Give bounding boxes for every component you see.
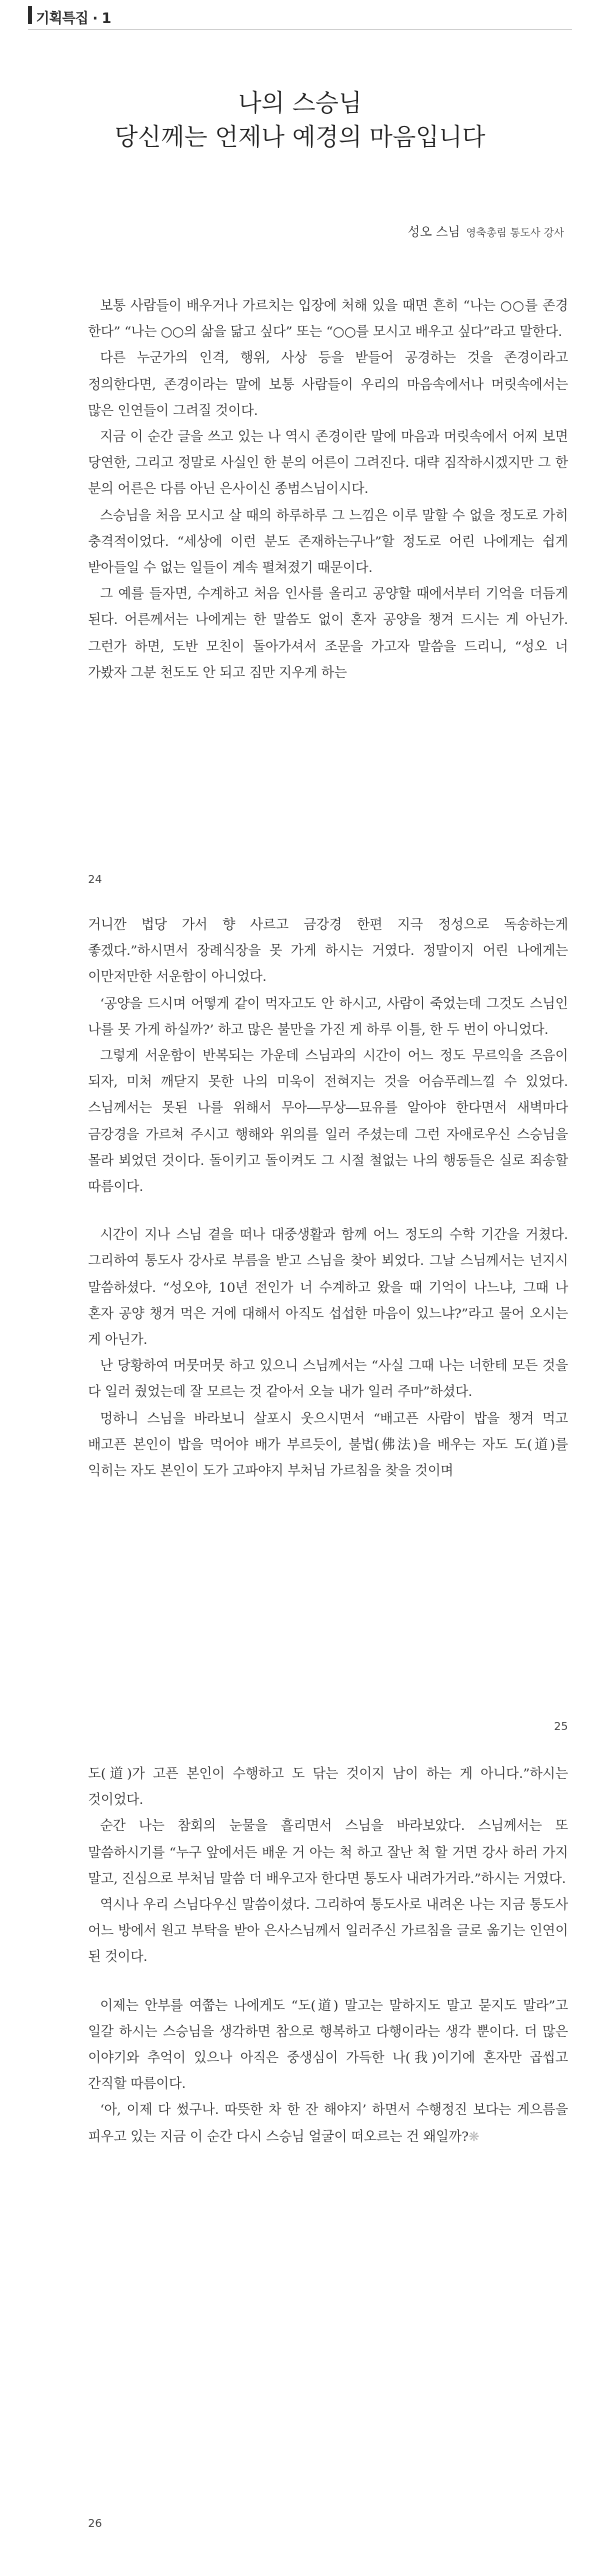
paragraph: 도(道)가 고픈 본인이 수행하고 도 닦는 것이지 남이 하는 게 아니다.”하시는 것이었다. bbox=[88, 1767, 568, 1809]
paragraph bbox=[88, 2098, 568, 2150]
page-number: 24 bbox=[88, 873, 102, 886]
paragraph: 보통 사람들이 배우거나 가르치는 입장에 처해 있을 때면 흔히 “나는 ○○를 존경 한다” “나는 ○○의 삶을 닮고 싶다” 또는 “○○를 모시고 배우고 싶다”라고 말한다. bbox=[88, 299, 568, 341]
paragraph: 시간이 지나 스님 곁을 떠나 대중생활과 함께 어느 정도의 수학 기간을 거쳤다. 그리하여 통도사 강사로 부름을 받고 스님을 찾아 뵈었다. 그날 스님께서는 넌지시 말씀하셨다. “성오야, 10년 전인가 너 수계하고 왔을 때 기억이 나느냐, 그때 나 혼자 공양 챙겨 먹은 거에 대해서 아직도 섭섭한 마음이 있느냐?”라고 물어 오시는 게 아닌가. bbox=[88, 1228, 568, 1349]
page-3-body bbox=[88, 1762, 568, 2151]
end-mark-icon: ❋ bbox=[468, 2129, 480, 2145]
page-1-body bbox=[88, 294, 568, 687]
paragraph: 거니깐 법당 가서 향 사르고 금강경 한편 지극 정성으로 독송하는게 좋겠다.”하시면서 장례식장을 못 가게 하시는 거였다. 정말이지 어린 나에게는 이만저만한 서운함이 아니었다. bbox=[88, 918, 568, 986]
title-line-2: 당신께는 언제나 예경의 마음입니다 bbox=[114, 123, 486, 151]
paragraph: 역시나 우리 스님다우신 말씀이셨다. 그리하여 통도사로 내려온 나는 지금 통도사 어느 방에서 원고 부탁을 받아 은사스님께서 일러주신 가르침을 글로 옮기는 인연이 된 것이다. bbox=[88, 1898, 568, 1966]
paragraph: 순간 나는 참회의 눈물을 흘리면서 스님을 바라보았다. 스님께서는 또 말씀하시기를 “누구 앞에서든 배운 거 아는 척 하고 잘난 척 할 거면 강사 하러 가지 말고, 진심으로 부처님 말씀 더 배우고자 한다면 통도사 내려가거라.”하시는 거였다. bbox=[88, 1819, 568, 1887]
author-affiliation: 영축총림 통도사 강사 bbox=[466, 227, 564, 239]
author-name: 성오 스님 bbox=[407, 224, 461, 239]
paragraph: 다른 누군가의 인격, 행위, 사상 등을 받들어 공경하는 것을 존경이라고 정의한다면, 존경이라는 말에 보통 사람들이 우리의 마음속에서나 머릿속에서는 많은 인연들이 그려질 것이다. bbox=[88, 351, 568, 419]
page-2-body bbox=[88, 913, 568, 1485]
article-title bbox=[0, 86, 600, 154]
paragraph: 그렇게 서운함이 반복되는 가운데 스님과의 시간이 어느 정도 무르익을 즈음이 되자, 미처 깨닫지 못한 나의 미욱이 전혀지는 것을 어슴푸레느낄 수 있었다. 스님께서는 못된 나를 위해서 무아―무상―묘유를 알아야 한다면서 새벽마다 금강경을 가르쳐 주시고 행해와 위의를 일러 주셨는데 그런 자애로우신 스승님을 몰라 뵈었던 것이다. 돌이키고 돌이켜도 그 시절 철없는 나의 행동들은 실로 죄송할 따름이다. bbox=[88, 1049, 568, 1196]
paragraph-gap bbox=[88, 1201, 568, 1223]
title-line-1: 나의 스승님 bbox=[238, 89, 362, 117]
paragraph: 이제는 안부를 여쭙는 나에게도 “도(道) 말고는 말하지도 말고 묻지도 말라”고 일갈 하시는 스승님을 생각하면 참으로 행복하고 다행이라는 생각 뿐이다. 더 많은 이야기와 추억이 있으나 아직은 중생심이 가득한 나(我)이기에 혼자만 곱씹고 간직할 따름이다. bbox=[88, 1998, 568, 2093]
page-number: 25 bbox=[554, 1720, 568, 1733]
paragraph: 난 당황하여 머뭇머뭇 하고 있으니 스님께서는 “사실 그때 나는 너한테 모든 것을 다 일러 줬었는데 잘 모르는 것 같아서 오늘 내가 일러 주마”하셨다. bbox=[88, 1359, 568, 1401]
paragraph: 멍하니 스님을 바라보니 살포시 웃으시면서 “배고픈 사람이 밥을 챙겨 먹고 배고픈 본인이 밥을 먹어야 배가 부르듯이, 불법(佛法)을 배우는 자도 도(道)를 익히는 자도 본인이 도가 고파야지 부처님 가르침을 찾을 것이며 bbox=[88, 1411, 568, 1480]
paragraph: 지금 이 순간 글을 쓰고 있는 나 역시 존경이란 말에 마음과 머릿속에서 어찌 보면 당연한, 그리고 정말로 사실인 한 분의 어른이 그려진다. 대략 짐작하시겠지만 그 한 분의 어른은 다름 아닌 은사이신 종범스님이시다. bbox=[88, 430, 568, 498]
section-tag: 기획특집 · 1 bbox=[36, 11, 111, 27]
page-number: 26 bbox=[88, 2517, 102, 2530]
closing-sentence: ‘아, 이제 다 썼구나. 따뜻한 차 한 잔 해야지’ 하면서 수행정진 보다는 게으름을 피우고 있는 지금 이 순간 다시 스승님 얼굴이 떠오르는 건 왜일까? bbox=[88, 2103, 568, 2145]
header-rule bbox=[28, 29, 572, 30]
author-byline bbox=[408, 222, 564, 240]
paragraph-gap bbox=[88, 1972, 568, 1994]
paragraph: 스승님을 처음 모시고 살 때의 하루하루 그 느낌은 이루 말할 수 없을 정도로 가히 충격적이었다. “세상에 이런 분도 존재하는구나”할 정도로 어린 나에게는 쉽게 받아들일 수 없는 일들이 계속 펼쳐졌기 때문이다. bbox=[88, 508, 568, 577]
paragraph: ‘공양을 드시며 어떻게 같이 먹자고도 안 하시고, 사람이 죽었는데 그것도 스님인 나를 못 가게 하실까?’ 하고 많은 불만을 가진 게 하루 이틀, 한 두 번이 아니었다. bbox=[88, 996, 568, 1038]
paragraph: 그 예를 들자면, 수계하고 처음 인사를 올리고 공양할 때에서부터 기억을 더듬게 된다. 어른께서는 나에게는 한 말씀도 없이 혼자 공양을 챙겨 드시는 게 아닌가. 그런가 하면, 도반 모친이 돌아가셔서 조문을 가고자 말씀을 드리니, “성오 너 가봤자 그분 천도도 안 되고 짐만 지우게 하는 bbox=[88, 587, 568, 681]
